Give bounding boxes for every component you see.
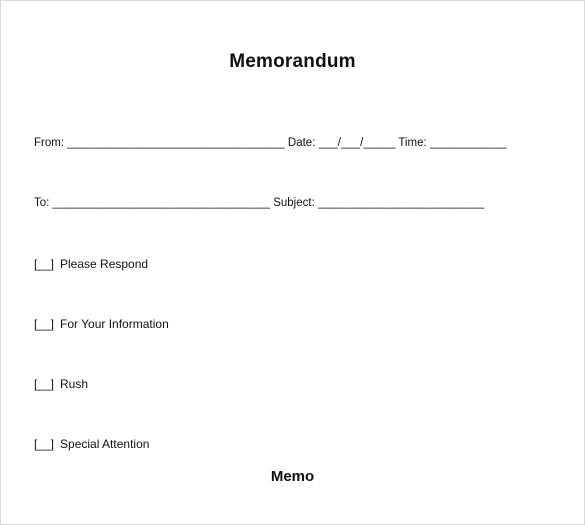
time-label: Time: (395, 137, 430, 149)
checkbox-item-special-attention (34, 437, 149, 451)
footer-title: Memo (270, 468, 315, 485)
from-blank: __________________________________ (67, 137, 285, 149)
checkbox-item-for-your-information (34, 317, 169, 331)
to-row (34, 196, 484, 210)
checkbox-box: [__] (34, 257, 55, 271)
checkbox-label: Please Respond (60, 257, 149, 271)
checkbox-box: [__] (34, 437, 55, 451)
subject-blank: __________________________ (317, 197, 485, 209)
from-row (34, 136, 507, 150)
checkbox-item-please-respond (34, 257, 148, 271)
checkbox-box: [__] (34, 377, 55, 391)
from-label: From: (34, 137, 68, 149)
checkbox-label: For Your Information (60, 317, 169, 331)
date-label: Date: (284, 137, 319, 149)
page-title: Memorandum (229, 51, 356, 72)
subject-label: Subject: (270, 197, 318, 209)
checkbox-item-rush (34, 377, 88, 391)
checkbox-label: Special Attention (60, 437, 150, 451)
checkbox-box: [__] (34, 317, 55, 331)
checkbox-label: Rush (60, 377, 89, 391)
to-label: To: (34, 197, 53, 209)
to-blank: __________________________________ (52, 197, 271, 209)
date-blank: ___/___/_____ (318, 137, 396, 149)
time-blank: ____________ (429, 137, 507, 149)
